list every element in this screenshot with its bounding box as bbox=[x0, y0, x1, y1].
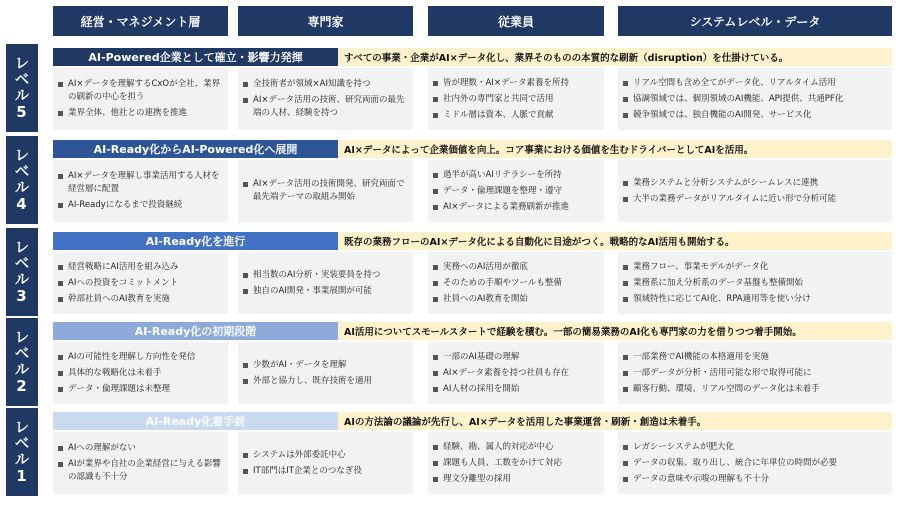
bullet-item: 幹部社員へのAI教育を実施 bbox=[57, 293, 224, 306]
management-cell bbox=[53, 432, 228, 494]
bullet-item: 一部業務でAI機能の本格適用を実施 bbox=[622, 351, 888, 364]
bullet-item: データ・倫理課題を整理・遵守 bbox=[432, 185, 600, 198]
bullet-item: 過半が高いAIリテラシーを所持 bbox=[432, 169, 600, 182]
level-description: AI活用についてスモールスタートで経験を積む。一部の簡易業務のAI化も専門家の力を借りつつ着手開始。 bbox=[338, 322, 892, 340]
bullet-item: システムは外部委託中心 bbox=[242, 449, 409, 462]
bullet-item: 皆が理数・AI×データ素養を所持 bbox=[432, 77, 600, 90]
employees-cell bbox=[428, 342, 604, 404]
column-header-management: 経営・マネジメント層 bbox=[53, 6, 228, 36]
bullet-item: ミドル層は資本、人脈で貢献 bbox=[432, 109, 600, 122]
bullet-item: IT部門はIT企業とのつなぎ役 bbox=[242, 465, 409, 478]
bullet-item: 業界全体、他社との連携を推進 bbox=[57, 107, 224, 120]
level-title-band: AI-Ready化の初期段階 bbox=[53, 322, 338, 340]
bullet-item: 顧客行動、環境、リアル空間のデータ化は未着手 bbox=[622, 383, 888, 396]
system-data-cell bbox=[618, 160, 892, 222]
level-label: レベル1 bbox=[6, 408, 38, 496]
level-title-band: AI-Ready化からAI-Powered化へ展開 bbox=[53, 140, 338, 158]
level-label: レベル5 bbox=[6, 44, 38, 132]
bullet-item: 一部データが分析・活用可能な形で取得可能に bbox=[622, 367, 888, 380]
bullet-item: 経営戦略にAI活用を組み込み bbox=[57, 261, 224, 274]
management-cell bbox=[53, 342, 228, 404]
bullet-item: AI×データを理解するCxOが全社、業界の刷新の中心を担う bbox=[57, 78, 224, 104]
bullet-item: AI×データ活用の技術、研究両面の最先端の人材、経験を持つ bbox=[242, 94, 409, 120]
bullet-item: AI×データ素養を持つ社員も存在 bbox=[432, 367, 600, 380]
column-header-employees: 従業員 bbox=[428, 6, 604, 36]
bullet-item: データ・倫理課題は未整理 bbox=[57, 383, 224, 396]
system-data-cell bbox=[618, 68, 892, 130]
level-label: レベル2 bbox=[6, 318, 38, 406]
bullet-item: AIへの理解がない bbox=[57, 442, 224, 455]
level-label: レベル3 bbox=[6, 228, 38, 316]
experts-cell bbox=[238, 432, 413, 494]
level-description: 既存の業務フローのAI×データ化による自動化に目途がつく。戦略的なAI活用も開始する。 bbox=[338, 232, 892, 250]
bullet-item: 課題も人員、工数をかけて対応 bbox=[432, 457, 600, 470]
level-description: AI×データによって企業価値を向上。コア事業における価値を生むドライバーとしてAIを活用。 bbox=[338, 140, 892, 158]
bullet-item: そのための手順やツールも整備 bbox=[432, 277, 600, 290]
experts-cell bbox=[238, 160, 413, 222]
experts-cell bbox=[238, 342, 413, 404]
level-title-band: AI-Ready化着手前 bbox=[53, 412, 338, 430]
bullet-item: 独自のAI開発・事業展開が可能 bbox=[242, 285, 409, 298]
management-cell bbox=[53, 160, 228, 222]
bullet-item: 協調領域では、個別領域のAI機能、API提供、共通PF化 bbox=[622, 93, 888, 106]
bullet-item: 相当数のAI分析・実装要員を持つ bbox=[242, 269, 409, 282]
bullet-item: AI×データを理解し事業活用する人材を経営層に配置 bbox=[57, 170, 224, 196]
system-data-cell bbox=[618, 432, 892, 494]
bullet-item: AI×データ活用の技術開発、研究両面で最先端テーマの取組み開始 bbox=[242, 178, 409, 204]
bullet-item: AIの可能性を理解し方向性を発信 bbox=[57, 351, 224, 364]
management-cell bbox=[53, 68, 228, 130]
system-data-cell bbox=[618, 252, 892, 314]
bullet-item: 外部と協力し、既存技術を適用 bbox=[242, 375, 409, 388]
level-title-band: AI-Powered企業として確立・影響力発揮 bbox=[53, 48, 338, 66]
bullet-item: 社員へのAI教育を開始 bbox=[432, 293, 600, 306]
level-label: レベル4 bbox=[6, 136, 38, 224]
bullet-item: 領域特性に応じてAI化、RPA適用等を使い分け bbox=[622, 293, 888, 306]
bullet-item: データの意味や示唆の理解も不十分 bbox=[622, 473, 888, 486]
level-description: すべての事業・企業がAI×データ化し、業界そのものの本質的な刷新（disruption）を仕掛けている。 bbox=[338, 48, 892, 66]
experts-cell bbox=[238, 252, 413, 314]
employees-cell bbox=[428, 160, 604, 222]
bullet-item: 具体的な戦略化は未着手 bbox=[57, 367, 224, 380]
bullet-item: AI人材の採用を開始 bbox=[432, 383, 600, 396]
bullet-item: 業務システムと分析システムがシームレスに連携 bbox=[622, 177, 888, 190]
bullet-item: リアル空間も含め全てがデータ化、リアルタイム活用 bbox=[622, 77, 888, 90]
column-header-experts: 専門家 bbox=[238, 6, 413, 36]
management-cell bbox=[53, 252, 228, 314]
experts-cell bbox=[238, 68, 413, 130]
employees-cell bbox=[428, 432, 604, 494]
bullet-item: 社内外の専門家と共同で活用 bbox=[432, 93, 600, 106]
bullet-item: 経験、勘、属人的対応が中心 bbox=[432, 441, 600, 454]
system-data-cell bbox=[618, 342, 892, 404]
bullet-item: 実務へのAI活用が徹底 bbox=[432, 261, 600, 274]
bullet-item: 業務フロー、事業モデルがデータ化 bbox=[622, 261, 888, 274]
bullet-item: 少数がAI・データを理解 bbox=[242, 359, 409, 372]
bullet-item: AIが業界や自社の企業経営に与える影響の認識も不十分 bbox=[57, 458, 224, 484]
bullet-item: AIへの投資をコミットメント bbox=[57, 277, 224, 290]
column-header-system-data: システムレベル・データ bbox=[618, 6, 892, 36]
level-title-band: AI-Ready化を進行 bbox=[53, 232, 338, 250]
employees-cell bbox=[428, 68, 604, 130]
bullet-item: 理文分離型の採用 bbox=[432, 473, 600, 486]
bullet-item: 全技術者が領域×AI知識を持つ bbox=[242, 78, 409, 91]
level-description: AIの方法論の議論が先行し、AI×データを活用した事業運営・刷新・創造は未着手。 bbox=[338, 412, 892, 430]
bullet-item: AI-Readyになるまで投資継続 bbox=[57, 199, 224, 212]
bullet-item: レガシーシステムが肥大化 bbox=[622, 441, 888, 454]
bullet-item: 大半の業務データがリアルタイムに近い形で分析可能 bbox=[622, 193, 888, 206]
employees-cell bbox=[428, 252, 604, 314]
bullet-item: 競争領域では、独自機能のAI開発、サービス化 bbox=[622, 109, 888, 122]
bullet-item: AI×データによる業務刷新が推進 bbox=[432, 201, 600, 214]
bullet-item: 一部のAI基礎の理解 bbox=[432, 351, 600, 364]
bullet-item: 業務系に加え分析系のデータ基盤も整備開始 bbox=[622, 277, 888, 290]
bullet-item: データの収集、取り出し、統合に年単位の時間が必要 bbox=[622, 457, 888, 470]
